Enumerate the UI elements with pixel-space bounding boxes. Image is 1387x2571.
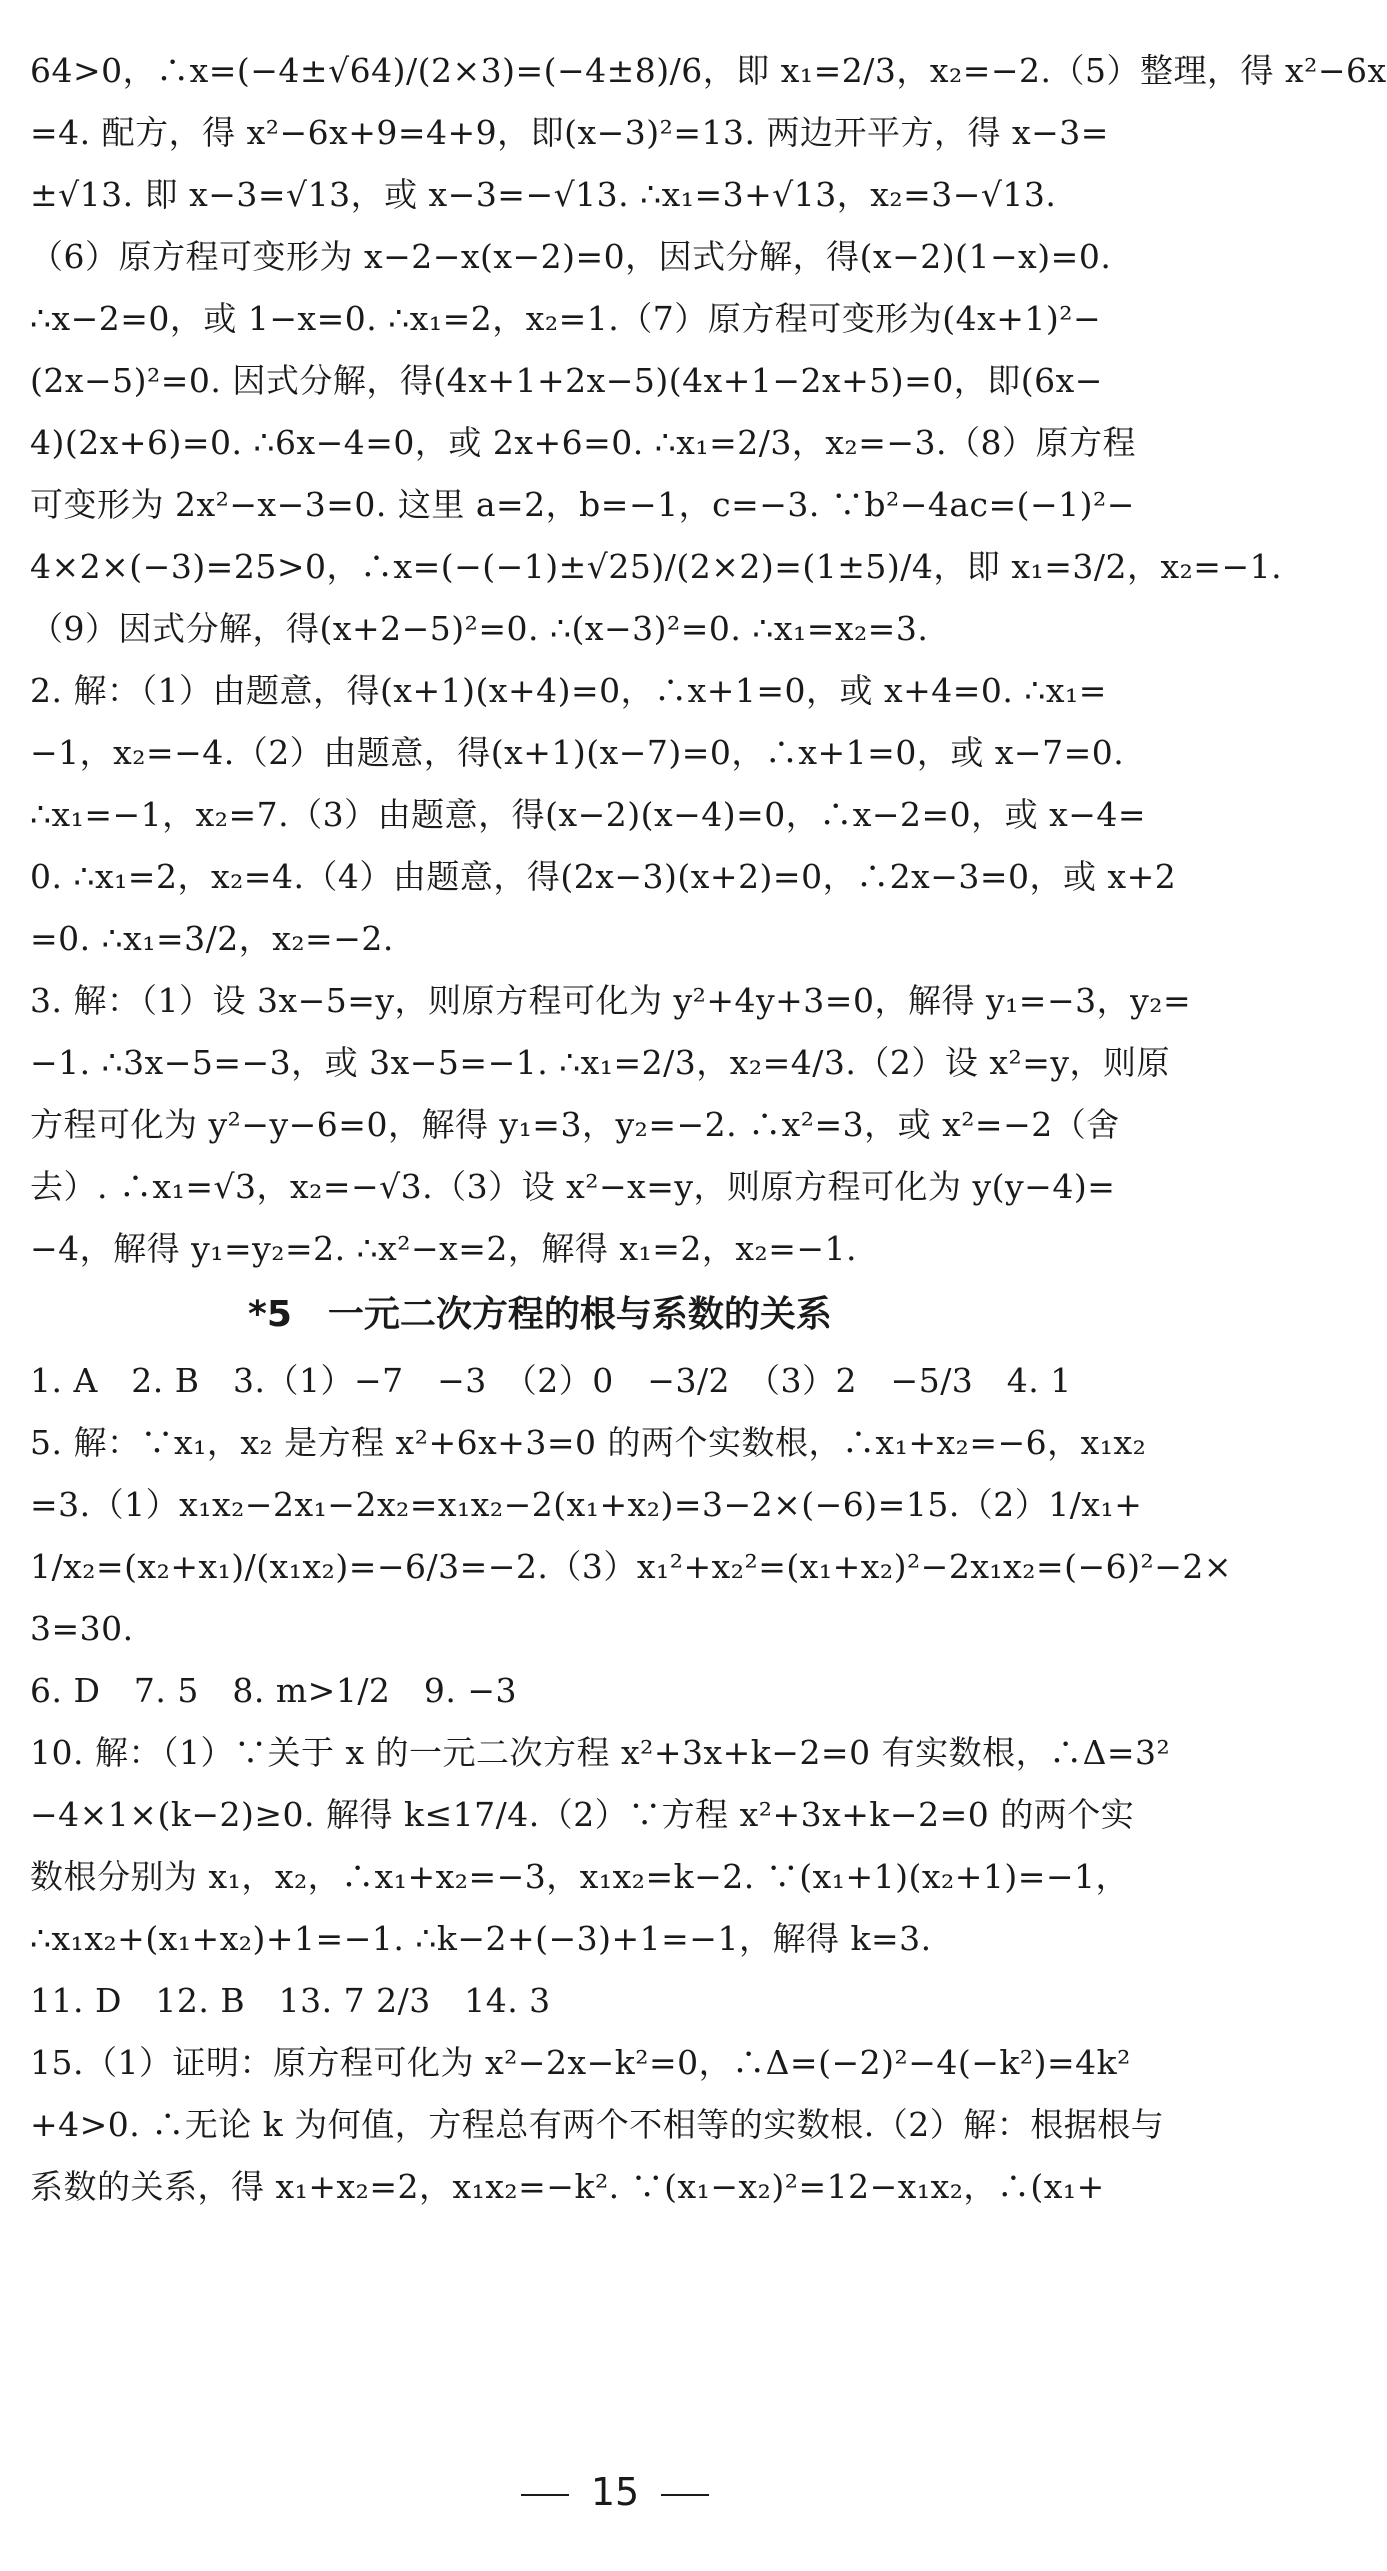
right-dash (661, 2494, 709, 2496)
text-line: −1，x₂=−4.（2）由题意，得(x+1)(x−7)=0，∴x+1=0，或 x−7=0. (30, 733, 1125, 772)
text-line: 10. 解：（1）∵关于 x 的一元二次方程 x²+3x+k−2=0 有实数根，∴Δ=3² (30, 1733, 1171, 1772)
text-line: 可变形为 2x²−x−3=0. 这里 a=2，b=−1，c=−3. ∵b²−4ac=(−1)²− (30, 485, 1135, 524)
text-line: 4)(2x+6)=0. ∴6x−4=0，或 2x+6=0. ∴x₁=2/3，x₂=−3.（8）原方程 (30, 423, 1136, 462)
text-line: 4×2×(−3)=25>0，∴x=(−(−1)±√25)/(2×2)=(1±5)/4，即 x₁=3/2，x₂=−1. (30, 547, 1283, 586)
text-line: 数根分别为 x₁，x₂，∴x₁+x₂=−3，x₁x₂=k−2. ∵(x₁+1)(x₂+1)=−1， (30, 1857, 1130, 1896)
text-line: 1. A 2. B 3.（1）−7 −3 （2）0 −3/2 （3）2 −5/3 4. 1 (30, 1361, 1072, 1400)
page-number-text: 15 (590, 2470, 640, 2514)
text-block-2 (30, 1350, 1233, 2218)
text-line: 2. 解：（1）由题意，得(x+1)(x+4)=0，∴x+1=0，或 x+4=0. ∴x₁= (30, 671, 1107, 710)
text-line: ±√13. 即 x−3=√13，或 x−3=−√13. ∴x₁=3+√13，x₂=3−√13. (30, 175, 1057, 214)
text-line: 3=30. (30, 1609, 134, 1648)
text-line: 64>0，∴x=(−4±√64)/(2×3)=(−4±8)/6，即 x₁=2/3，x₂=−2.（5）整理，得 x²−6x (30, 51, 1387, 90)
text-line: +4>0. ∴无论 k 为何值，方程总有两个不相等的实数根.（2）解：根据根与 (30, 2105, 1165, 2144)
text-line: −4×1×(k−2)≥0. 解得 k≤17/4.（2）∵方程 x²+3x+k−2=0 的两个实 (30, 1795, 1135, 1834)
text-line: (2x−5)²=0. 因式分解，得(4x+1+2x−5)(4x+1−2x+5)=0，即(6x− (30, 361, 1103, 400)
text-block-1 (30, 40, 1387, 1280)
text-line: =4. 配方，得 x²−6x+9=4+9，即(x−3)²=13. 两边开平方，得 x−3= (30, 113, 1109, 152)
text-line: 11. D 12. B 13. 7 2/3 14. 3 (30, 1981, 551, 2020)
text-line: −4，解得 y₁=y₂=2. ∴x²−x=2，解得 x₁=2，x₂=−1. (30, 1229, 857, 1268)
text-line: 0. ∴x₁=2，x₂=4.（4）由题意，得(2x−3)(x+2)=0，∴2x−3=0，或 x+2 (30, 857, 1177, 896)
text-line: 去）. ∴x₁=√3，x₂=−√3.（3）设 x²−x=y，则原方程可化为 y(y−4)= (30, 1167, 1116, 1206)
text-line: （9）因式分解，得(x+2−5)²=0. ∴(x−3)²=0. ∴x₁=x₂=3. (30, 609, 929, 648)
text-line: =0. ∴x₁=3/2，x₂=−2. (30, 919, 394, 958)
answer-page (30, 40, 1387, 2218)
text-line: ∴x₁x₂+(x₁+x₂)+1=−1. ∴k−2+(−3)+1=−1，解得 k=3. (30, 1919, 932, 1958)
text-line: ∴x₁=−1，x₂=7.（3）由题意，得(x−2)(x−4)=0，∴x−2=0，或 x−4= (30, 795, 1147, 834)
text-line: 15.（1）证明：原方程可化为 x²−2x−k²=0，∴Δ=(−2)²−4(−k²)=4k² (30, 2043, 1131, 2082)
text-line: ∴x−2=0，或 1−x=0. ∴x₁=2，x₂=1.（7）原方程可变形为(4x+1)²− (30, 299, 1102, 338)
page-number (0, 2470, 1230, 2514)
text-line: 5. 解：∵x₁，x₂ 是方程 x²+6x+3=0 的两个实数根，∴x₁+x₂=−6，x₁x₂ (30, 1423, 1147, 1462)
text-line: 1/x₂=(x₂+x₁)/(x₁x₂)=−6/3=−2.（3）x₁²+x₂²=(x₁+x₂)²−2x₁x₂=(−6)²−2× (30, 1547, 1233, 1586)
text-line: 方程可化为 y²−y−6=0，解得 y₁=3，y₂=−2. ∴x²=3，或 x²=−2（舍 (30, 1105, 1120, 1144)
text-line: 系数的关系，得 x₁+x₂=2，x₁x₂=−k². ∵(x₁−x₂)²=12−x₁x₂，∴(x₁+ (30, 2167, 1105, 2206)
text-line: 6. D 7. 5 8. m>1/2 9. −3 (30, 1671, 518, 1710)
left-dash (521, 2494, 569, 2496)
text-line: −1. ∴3x−5=−3，或 3x−5=−1. ∴x₁=2/3，x₂=4/3.（2）设 x²=y，则原 (30, 1043, 1170, 1082)
text-line: 3. 解：（1）设 3x−5=y，则原方程可化为 y²+4y+3=0，解得 y₁=−3，y₂= (30, 981, 1192, 1020)
section-title: *5 一元二次方程的根与系数的关系 (248, 1294, 832, 1335)
text-line: =3.（1）x₁x₂−2x₁−2x₂=x₁x₂−2(x₁+x₂)=3−2×(−6)=15.（2）1/x₁+ (30, 1485, 1143, 1524)
text-line: （6）原方程可变形为 x−2−x(x−2)=0，因式分解，得(x−2)(1−x)=0. (30, 237, 1112, 276)
